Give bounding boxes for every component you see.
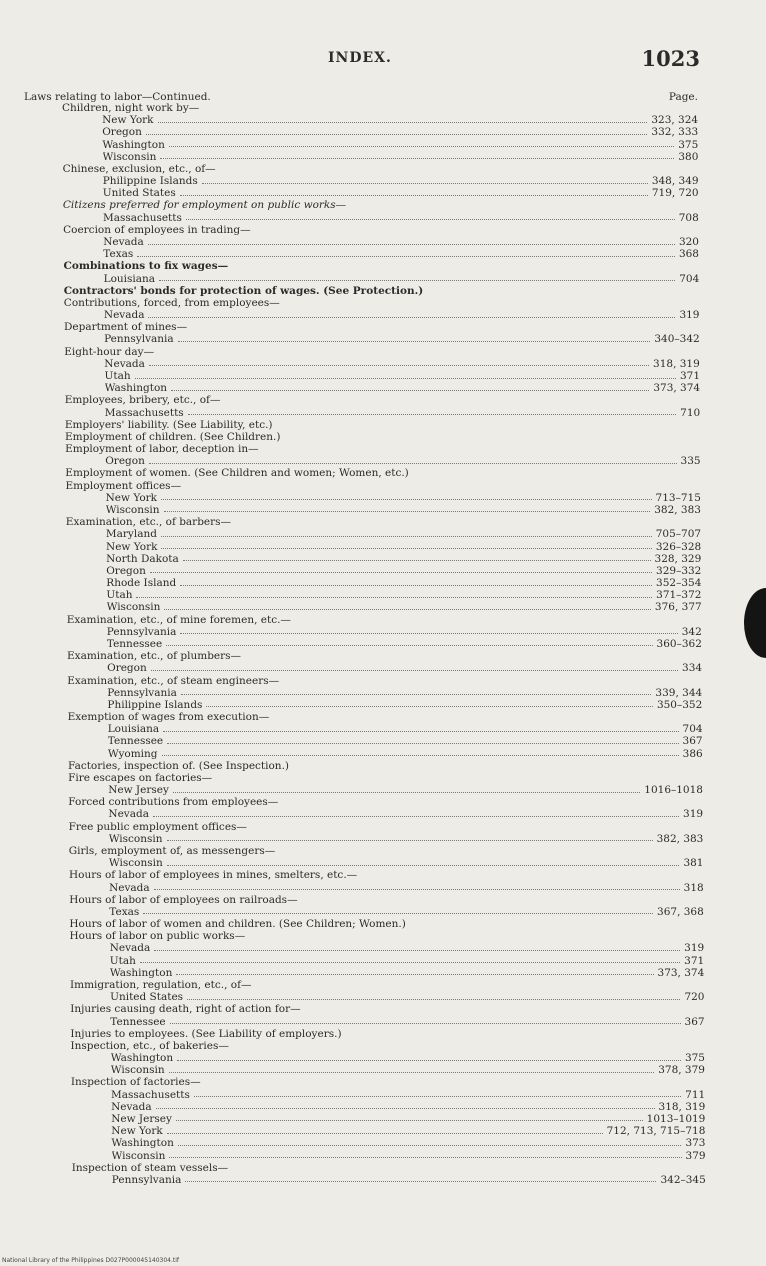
entry-text: Pennsylvania xyxy=(107,686,177,699)
index-subentry xyxy=(112,1174,706,1186)
dot-leader xyxy=(176,968,653,975)
dot-leader xyxy=(135,372,676,379)
index-subentry xyxy=(111,1137,705,1149)
dot-leader xyxy=(185,1175,656,1182)
index-subentry xyxy=(112,1150,706,1162)
dot-leader xyxy=(167,859,680,866)
entry-page-ref: 368 xyxy=(678,248,699,261)
entry-page-ref: 373, 374 xyxy=(653,382,701,395)
dot-leader xyxy=(161,493,652,500)
index-subentry xyxy=(103,212,699,224)
entry-text: Tennessee xyxy=(110,1015,166,1028)
index-subentry xyxy=(103,175,699,187)
entry-text: Nevada xyxy=(108,808,149,821)
index-subentry xyxy=(110,955,704,967)
index-heading xyxy=(64,260,700,272)
entry-page-ref: 708 xyxy=(678,211,699,224)
entry-page-ref: 326–328 xyxy=(655,540,702,553)
entry-text: Inspection, etc., of bakeries— xyxy=(70,1039,229,1052)
entry-text: Wyoming xyxy=(107,747,158,760)
entry-text: Utah xyxy=(104,370,131,382)
entry-text: New Jersey xyxy=(108,784,169,797)
entry-text: Maryland xyxy=(105,528,157,541)
index-heading xyxy=(70,1028,704,1040)
entry-text: Employment of labor, deception in— xyxy=(65,443,259,455)
entry-text: Pennsylvania xyxy=(106,625,177,638)
entry-page-ref: 340–342 xyxy=(654,333,700,346)
entry-text: Tennessee xyxy=(107,735,164,748)
index-heading xyxy=(65,443,700,455)
entry-page-ref: 350–352 xyxy=(656,698,703,711)
index-subentry xyxy=(103,236,699,248)
index-subentry xyxy=(105,407,700,419)
dot-leader xyxy=(188,408,676,415)
index-heading xyxy=(70,979,704,991)
index-subentry xyxy=(109,857,704,869)
entry-page-ref: 329–332 xyxy=(656,564,702,577)
dot-leader xyxy=(149,457,677,464)
entry-text: Oregon xyxy=(102,126,142,139)
index-subentry xyxy=(105,455,700,467)
entry-text: Massachusetts xyxy=(111,1088,190,1101)
dot-leader xyxy=(148,311,675,318)
entry-text: Philippine Islands xyxy=(107,698,203,711)
index-subentry xyxy=(108,808,703,820)
index-subentry xyxy=(106,553,701,565)
entry-page-ref: 719, 720 xyxy=(651,187,699,200)
dot-leader xyxy=(206,700,653,707)
dot-leader xyxy=(164,603,651,610)
index-heading xyxy=(67,650,702,662)
entry-text: New Jersey xyxy=(111,1112,172,1125)
entry-text: Fire escapes on factories— xyxy=(68,771,213,784)
entry-page-ref: 375 xyxy=(684,1052,705,1064)
index-subentry xyxy=(107,687,702,699)
index-subentry xyxy=(106,492,701,504)
entry-text: Pennsylvania xyxy=(111,1173,182,1186)
index-heading xyxy=(64,297,700,309)
entry-text: Oregon xyxy=(106,564,146,577)
dot-leader xyxy=(170,1017,681,1024)
index-heading xyxy=(65,431,700,443)
index-heading xyxy=(65,394,701,406)
index-subentry xyxy=(108,784,703,796)
entry-text: Coercion of employees in trading— xyxy=(63,223,251,236)
entry-text: Washington xyxy=(104,382,168,395)
entry-text: Washington xyxy=(109,966,173,979)
index-subentry xyxy=(111,1113,705,1125)
entry-text: Utah xyxy=(106,589,133,602)
entry-text: Employment offices— xyxy=(65,479,182,492)
index-subentry xyxy=(109,906,704,918)
entry-text: Factories, inspection of. (See Inspection.) xyxy=(68,759,290,772)
entry-page-ref: 360–362 xyxy=(656,637,702,650)
index-heading xyxy=(70,930,705,942)
entry-page-ref: 371 xyxy=(679,370,700,382)
entry-text: Immigration, regulation, etc., of— xyxy=(70,979,252,991)
index-subentry xyxy=(107,699,702,711)
entry-page-ref: 367, 368 xyxy=(657,905,704,918)
entry-page-ref: 335 xyxy=(680,455,701,468)
index-subentry xyxy=(104,273,700,285)
entry-text: Nevada xyxy=(109,942,151,955)
index-subentry xyxy=(111,1064,705,1076)
dot-leader xyxy=(162,749,679,756)
entry-page-ref: 339, 344 xyxy=(655,686,703,699)
dot-leader xyxy=(180,579,652,586)
section-heading: Laws relating to labor—Continued. xyxy=(24,91,211,103)
index-subentry xyxy=(104,309,700,321)
index-subentry xyxy=(105,370,701,382)
entry-text: Hours of labor of employees on railroads— xyxy=(69,893,298,906)
entry-text: Rhode Island xyxy=(106,577,177,589)
entry-text: Nevada xyxy=(111,1100,152,1113)
entry-text: Employees, bribery, etc., of— xyxy=(64,394,221,407)
dot-leader xyxy=(154,944,680,951)
index-subentry xyxy=(103,248,699,260)
entry-page-ref: 367 xyxy=(682,735,703,748)
index-heading xyxy=(72,1162,706,1174)
index-subentry xyxy=(107,626,702,638)
entry-text: Contractors' bonds for protection of wages. (See Protection.) xyxy=(63,284,424,297)
entry-page-ref: 380 xyxy=(678,150,699,163)
index-heading xyxy=(63,224,699,236)
index-heading xyxy=(69,821,704,833)
entry-page-ref: 342–345 xyxy=(660,1173,706,1186)
page-column-label: Page. xyxy=(668,91,698,103)
entry-text: Louisiana xyxy=(103,272,156,285)
dot-leader xyxy=(149,359,649,366)
index-subentry xyxy=(108,735,703,747)
dot-leader xyxy=(169,1066,655,1073)
entry-page-ref: 1013–1019 xyxy=(646,1112,706,1125)
entry-text: Inspection of steam vessels— xyxy=(71,1161,229,1174)
entry-page-ref: 323, 324 xyxy=(651,114,699,127)
dot-leader xyxy=(187,993,680,1000)
index-subentry xyxy=(102,114,698,126)
entry-page-ref: 371 xyxy=(684,954,705,967)
dot-leader xyxy=(164,505,651,512)
index-heading xyxy=(66,480,701,492)
index-subentry xyxy=(103,151,699,163)
index-subentry xyxy=(106,565,701,577)
index-heading xyxy=(69,894,704,906)
index-subentry xyxy=(106,541,701,553)
index-subentry xyxy=(102,139,698,151)
dot-leader xyxy=(154,883,680,890)
entry-text: New York xyxy=(111,1125,163,1138)
entry-text: Washington xyxy=(110,1052,174,1064)
entry-page-ref: 342 xyxy=(681,625,702,638)
entry-text: Louisiana xyxy=(107,723,160,736)
entry-text: New York xyxy=(105,491,158,504)
dot-leader xyxy=(194,1090,681,1097)
index-heading xyxy=(67,614,702,626)
index-heading xyxy=(68,760,703,772)
dot-leader xyxy=(140,956,680,963)
entry-page-ref: 367 xyxy=(684,1015,705,1028)
dot-leader xyxy=(178,1139,682,1146)
index-subentry xyxy=(106,589,701,601)
index-heading xyxy=(69,869,704,881)
entry-text: Injuries causing death, right of action for— xyxy=(70,1003,301,1016)
entry-page-ref: 711 xyxy=(685,1088,706,1101)
entry-text: North Dakota xyxy=(106,552,179,565)
entry-text: Examination, etc., of barbers— xyxy=(65,516,232,529)
entry-page-ref: 382, 383 xyxy=(656,832,704,845)
entry-text: Chinese, exclusion, etc., of— xyxy=(62,162,216,175)
entry-page-ref: 704 xyxy=(679,272,700,285)
running-head-title: INDEX. xyxy=(328,50,392,66)
entry-page-ref: 318 xyxy=(683,881,704,894)
entry-page-ref: 371–372 xyxy=(656,589,702,602)
entry-text: Combinations to fix wages— xyxy=(63,260,229,273)
dot-leader xyxy=(156,1102,655,1109)
index-heading xyxy=(66,516,701,528)
index-subentry xyxy=(107,638,702,650)
index-heading xyxy=(70,1003,704,1015)
entry-text: Inspection of factories— xyxy=(70,1076,201,1089)
entry-page-ref: 386 xyxy=(682,747,703,760)
index-heading xyxy=(68,711,703,723)
index-heading xyxy=(65,467,700,479)
entry-text: Texas xyxy=(103,248,134,261)
entry-page-ref: 378, 379 xyxy=(658,1064,705,1077)
entry-text: Examination, etc., of plumbers— xyxy=(67,650,242,663)
dot-leader xyxy=(148,238,675,245)
entry-page-ref: 320 xyxy=(678,236,699,248)
index-subentry xyxy=(111,1101,705,1113)
dot-leader xyxy=(186,213,675,220)
entry-page-ref: 373 xyxy=(685,1137,706,1150)
entry-text: Examination, etc., of steam engineers— xyxy=(67,674,280,687)
index-subentry xyxy=(104,333,700,345)
entry-page-ref: 332, 333 xyxy=(651,126,699,139)
index-subentry xyxy=(110,967,704,979)
entry-text: Examination, etc., of mine foremen, etc.— xyxy=(66,613,291,626)
dot-leader xyxy=(160,152,674,159)
dot-leader xyxy=(180,189,648,196)
entry-page-ref: 1016–1018 xyxy=(644,784,703,797)
entry-text: Employers' liability. (See Liability, etc.) xyxy=(64,418,273,431)
entry-text: Wisconsin xyxy=(105,503,160,516)
entry-page-ref: 710 xyxy=(680,406,701,419)
dot-leader xyxy=(137,250,675,257)
entry-page-ref: 318, 319 xyxy=(658,1100,706,1113)
entry-page-ref: 319 xyxy=(683,808,704,821)
entry-text: Wisconsin xyxy=(108,832,163,845)
entry-page-ref: 318, 319 xyxy=(653,357,700,370)
dot-leader xyxy=(167,834,653,841)
entry-page-ref: 379 xyxy=(685,1149,706,1162)
entry-text: Nevada xyxy=(103,236,144,248)
entry-text: Hours of labor of employees in mines, smelters, etc.— xyxy=(69,869,358,882)
dot-leader xyxy=(150,566,652,573)
index-subentry xyxy=(108,723,703,735)
index-heading xyxy=(64,346,700,358)
index-subentry xyxy=(107,662,702,674)
dot-leader xyxy=(158,116,648,123)
dot-leader xyxy=(181,688,652,695)
entry-page-ref: 373, 374 xyxy=(657,966,705,979)
index-subentry xyxy=(111,1052,705,1064)
index-subentry xyxy=(103,187,699,199)
dot-leader xyxy=(163,725,678,732)
index-heading xyxy=(63,199,699,211)
index-subentry xyxy=(105,382,701,394)
entry-text: Philippine Islands xyxy=(102,175,198,188)
scan-footer: National Library of the Philippines D027P000045140304.tif xyxy=(2,1257,180,1264)
entry-text: Utah xyxy=(109,954,136,967)
dot-leader xyxy=(166,639,652,646)
entry-page-ref: 720 xyxy=(684,991,705,1004)
index-heading xyxy=(68,796,703,808)
entry-text: Washington xyxy=(102,138,165,151)
index-heading xyxy=(71,1076,705,1088)
entry-page-ref: 352–354 xyxy=(656,577,702,589)
entry-text: Oregon xyxy=(105,455,145,468)
index-heading xyxy=(64,321,700,333)
entry-page-ref: 348, 349 xyxy=(651,175,699,188)
entry-text: New York xyxy=(102,114,154,127)
index-subentry xyxy=(106,504,701,516)
entry-text: Injuries to employees. (See Liability of employers.) xyxy=(70,1027,342,1040)
index-subentry xyxy=(110,942,705,954)
dot-leader xyxy=(143,907,653,914)
entry-text: Forced contributions from employees— xyxy=(68,796,279,809)
index-heading xyxy=(63,163,699,175)
dot-leader xyxy=(178,335,651,342)
index-heading xyxy=(68,772,703,784)
entry-page-ref: 713–715 xyxy=(655,491,701,504)
dot-leader xyxy=(202,177,648,184)
entry-text: Exemption of wages from execution— xyxy=(67,711,270,723)
dot-leader xyxy=(171,384,649,391)
entry-page-ref: 376, 377 xyxy=(654,601,702,614)
entry-text: Wisconsin xyxy=(110,1064,165,1077)
dot-leader xyxy=(169,140,674,147)
index-subentry xyxy=(109,882,704,894)
entry-page-ref: 712, 713, 715–718 xyxy=(606,1125,706,1138)
entry-text: Texas xyxy=(109,905,140,918)
entry-page-ref: 319 xyxy=(684,942,705,955)
dot-leader xyxy=(161,530,652,537)
entry-page-ref: 381 xyxy=(683,857,704,870)
entry-text: New York xyxy=(106,540,158,553)
dot-leader xyxy=(173,786,640,793)
index-heading xyxy=(65,419,700,431)
dot-leader xyxy=(177,1054,681,1061)
index-subentry xyxy=(111,1125,705,1137)
dot-leader xyxy=(169,1151,681,1158)
entry-text: Employment of children. (See Children.) xyxy=(65,430,281,443)
index-subentry xyxy=(106,577,701,589)
entry-text: Pennsylvania xyxy=(104,333,174,346)
index-heading xyxy=(64,285,700,297)
dot-leader xyxy=(136,591,652,598)
index-heading xyxy=(67,675,702,687)
entry-text: Hours of labor of women and children. (See Children; Women.) xyxy=(69,918,406,931)
index-subentry xyxy=(111,1089,705,1101)
index-subentry xyxy=(110,1016,704,1028)
index-subentry xyxy=(104,358,700,370)
entry-text: Massachusetts xyxy=(104,406,184,419)
entry-text: Wisconsin xyxy=(106,601,161,614)
dot-leader xyxy=(146,128,648,135)
entry-text: Wisconsin xyxy=(102,150,157,163)
index-heading xyxy=(62,102,698,114)
entry-text: Girls, employment of, as messengers— xyxy=(68,845,276,857)
dot-leader xyxy=(167,737,678,744)
index-subentry xyxy=(107,601,702,613)
dot-leader xyxy=(176,1114,643,1121)
entry-text: Eight-hour day— xyxy=(64,345,155,358)
page-number: 1023 xyxy=(641,46,700,71)
entry-text: Free public employment offices— xyxy=(68,820,247,833)
dot-leader xyxy=(159,274,675,281)
entry-page-ref: 382, 383 xyxy=(654,503,701,516)
entry-text: Children, night work by— xyxy=(62,102,200,114)
dot-leader xyxy=(183,554,651,561)
entry-text: Nevada xyxy=(109,881,150,894)
entry-text: Massachusetts xyxy=(103,211,182,224)
entry-page-ref: 705–707 xyxy=(655,528,702,541)
entry-text: Citizens preferred for employment on public works— xyxy=(62,199,347,212)
entry-text: Oregon xyxy=(107,662,147,675)
entry-text: Nevada xyxy=(103,309,145,322)
index-heading xyxy=(69,918,704,930)
entry-text: Tennessee xyxy=(106,637,163,650)
entry-text: Employment of women. (See Children and women; Women, etc.) xyxy=(65,467,409,480)
entry-page-ref: 319 xyxy=(679,309,700,322)
index-subentry xyxy=(102,126,698,138)
entry-page-ref: 704 xyxy=(682,723,703,736)
index-subentry xyxy=(109,833,704,845)
entry-text: Wisconsin xyxy=(111,1149,166,1162)
index-subentry xyxy=(110,991,704,1003)
index-subentry xyxy=(106,528,701,540)
entry-text: Contributions, forced, from employees— xyxy=(63,296,280,309)
dot-leader xyxy=(153,810,679,817)
index-heading xyxy=(71,1040,705,1052)
entry-text: United States xyxy=(102,187,176,200)
entry-page-ref: 328, 329 xyxy=(654,552,702,565)
index-heading xyxy=(69,845,704,857)
dot-leader xyxy=(167,1127,603,1134)
entry-text: Washington xyxy=(111,1137,174,1150)
entry-text: United States xyxy=(110,991,184,1004)
dot-leader xyxy=(161,542,651,549)
entry-text: Hours of labor on public works— xyxy=(69,930,246,943)
entry-text: Wisconsin xyxy=(108,857,163,870)
dot-leader xyxy=(151,664,678,671)
dot-leader xyxy=(180,627,677,634)
entry-text: Nevada xyxy=(104,357,145,370)
entry-page-ref: 375 xyxy=(678,138,699,151)
entry-text: Department of mines— xyxy=(64,321,188,334)
index-subentry xyxy=(108,748,703,760)
entry-page-ref: 334 xyxy=(682,662,703,675)
